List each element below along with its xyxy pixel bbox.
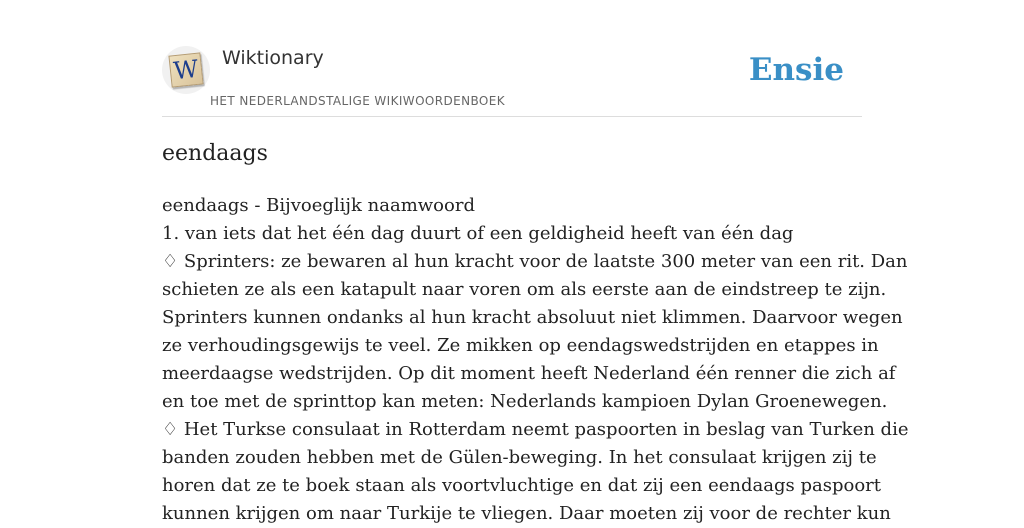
example-line: en toe met de sprinttop kan meten: Nederlands kampioen Dylan Groenewegen.: [162, 391, 888, 412]
definition-text: 1. van iets dat het één dag duurt of een geldigheid heeft van één dag: [162, 223, 794, 244]
ensie-brand-logo[interactable]: Ensie: [748, 52, 844, 88]
example-line: meerdaagse wedstrijden. Op dit moment heeft Nederland één renner die zich af: [162, 363, 896, 384]
site-header: [162, 0, 862, 117]
example-line: ze verhoudingsgewijs te veel. Ze mikken op eendagswedstrijden en etappes in: [162, 335, 879, 356]
example-line: horen dat ze te boek staan als voortvluchtige en dat zij een eendaags paspoort: [162, 475, 881, 496]
logo-letter: W: [172, 54, 200, 86]
wiktionary-logo-icon[interactable]: [162, 46, 210, 94]
example-line: banden zouden hebben met de Gülen-beweging. In het consulaat krijgen zij te: [162, 447, 877, 468]
site-name[interactable]: Wiktionary: [222, 47, 324, 69]
article-content: [162, 136, 909, 528]
logo-tile: [168, 52, 203, 87]
example-line: Sprinters kunnen ondanks al hun kracht absoluut niet klimmen. Daarvoor wegen: [162, 307, 903, 328]
example-line: ♢ Sprinters: ze bewaren al hun kracht voor de laatste 300 meter van een rit. Dan: [162, 251, 908, 272]
example-line: ♢ Het Turkse consulaat in Rotterdam neemt paspoorten in beslag van Turken die: [162, 419, 909, 440]
definition-body: [162, 192, 909, 528]
example-line: kunnen krijgen om naar Turkije te vliegen. Daar moeten zij voor de rechter kun: [162, 503, 891, 524]
definition-heading: eendaags - Bijvoeglijk naamwoord: [162, 195, 475, 216]
example-line: schieten ze als een katapult naar voren om als eerste aan de eindstreep te zijn.: [162, 279, 887, 300]
page-title: eendaags: [162, 141, 268, 166]
site-tagline: HET NEDERLANDSTALIGE WIKIWOORDENBOEK: [210, 94, 506, 108]
